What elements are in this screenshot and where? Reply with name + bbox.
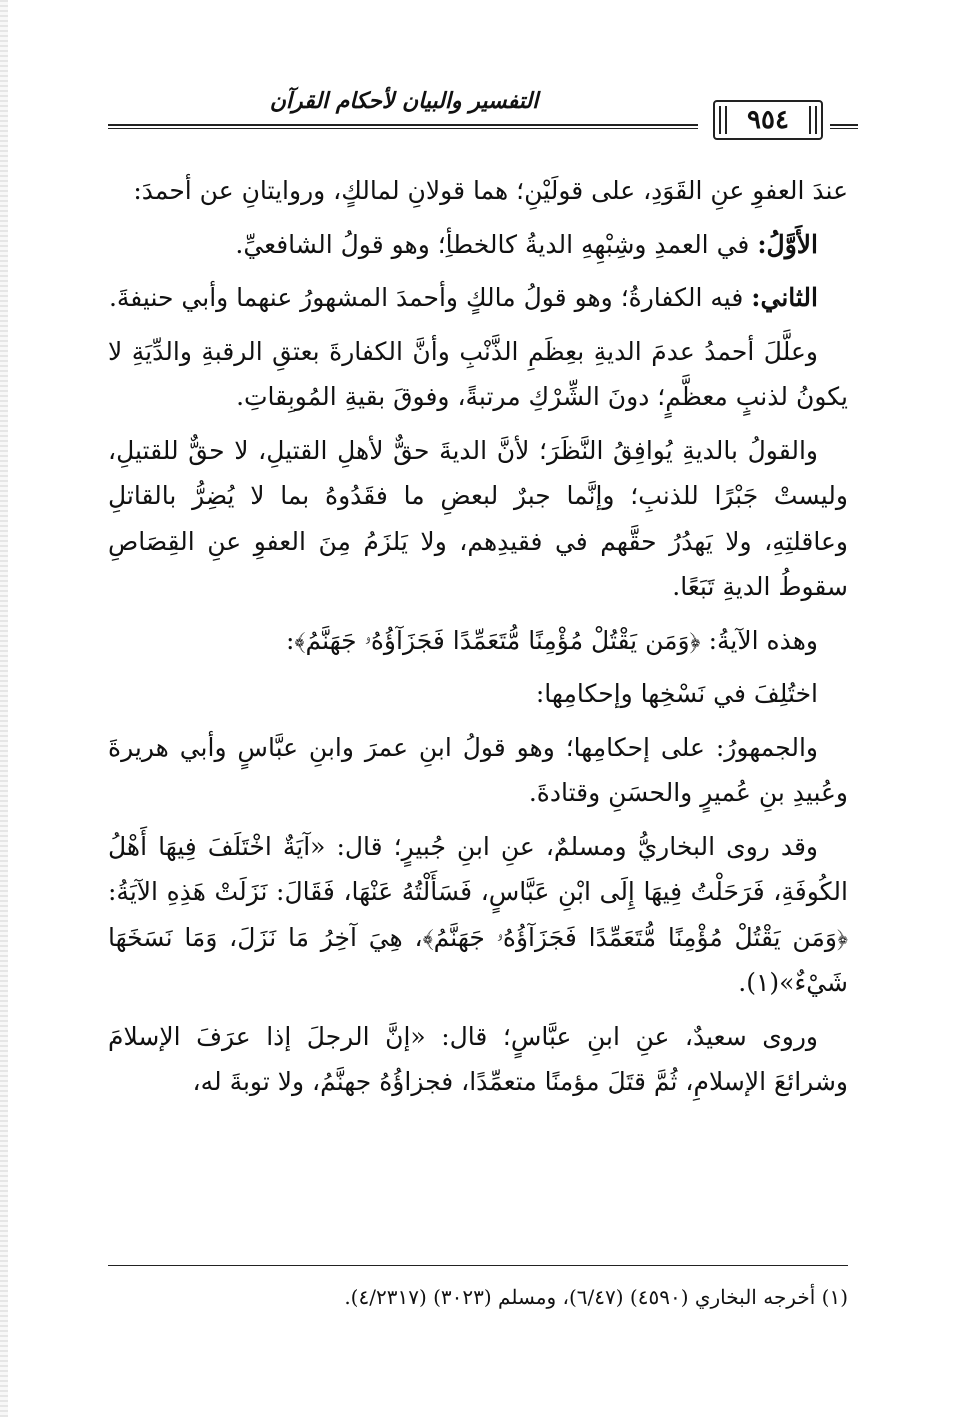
paragraph: اختُلِفَ في نَسْخِها وإحكامِها:	[535, 679, 818, 708]
paragraph: عندَ العفوِ عنِ القَوَدِ، على قولَيْنِ؛ هما قولانِ لمالكٍ، وروايتانِ عن أحمدَ:	[133, 176, 848, 205]
footnote-divider	[108, 1265, 848, 1266]
scan-edge	[0, 0, 8, 1417]
paragraph: وروى سعيدٌ، عنِ ابنِ عبَّاسٍ؛ قال: «إنَّ الرجلَ إذا عرَفَ الإسلامَ وشرائعَ الإسلامِ، ثُمَّ قتَلَ مؤمنًا متعمِّدًا، فجزاؤُهُ جهنَّمُ، ولا توبةَ له،	[108, 1021, 848, 1096]
paragraph: والجمهورُ: على إحكامِها؛ وهو قولُ ابنِ عمرَ وابنِ عبَّاسٍ وأبي هريرةَ وعُبيدِ بنِ عُميرٍ والحسَنِ وقتادةَ.	[108, 732, 848, 807]
paragraph: وقد روى البخاريُّ ومسلمٌ، عنِ ابنِ جُبيرٍ؛ قال: «آيَةٌ اخْتَلَفَ فِيهَا أَهْلُ الكُوفَةِ، فَرَحَلْتُ فِيهَا إِلَى ابْنِ عَبَّاسٍ، فَسَأَلْتُهُ عَنْهَا، فَقَالَ: نَزَلَتْ هَذِهِ الآيَةُ: ﴿وَمَن يَقْتُلْ مُؤْمِنًا مُّتَعَمِّدًا فَجَزَآؤُهُۥ جَهَنَّمُ﴾، هِيَ آخِرُ مَا نَزَلَ، وَمَا نَسَخَهَا شَيْءٌ»(١).	[108, 831, 848, 997]
page-header	[108, 88, 858, 148]
paragraph-lead: الثاني:	[751, 283, 818, 312]
page-number: ٩٥٤	[713, 100, 823, 140]
header-rule	[108, 124, 698, 126]
paragraph: والقولُ بالديةِ يُوافِقُ النَّظَرَ؛ لأنَّ الديةَ حقٌّ لأهلِ القتيلِ، لا حقٌّ للقتيلِ، وليستْ جَبْرًا للذنبِ؛ وإنَّما جبرٌ لبعضِ ما فقَدُوهُ بما لا يُضِرُّ بالقاتلِ وعاقلتِهِ، ولا يَهدُرُ حقَّهم في فقيدِهم، ولا يَلزَمُ مِنَ العفوِ عنِ القِصَاصِ سقوطُ الديةِ تَبَعًا.	[108, 435, 848, 601]
header-rule	[830, 128, 858, 129]
header-rule	[108, 128, 698, 129]
footnote: (١) أخرجه البخاري (٤٥٩٠) (٦/٤٧)، ومسلم (٣٠٢٣) (٤/٢٣١٧).	[344, 1285, 848, 1309]
paragraph: الأَوَّلُ: في العمدِ وشِبْهِهِ الديةُ كالخطأِ؛ وهو قولُ الشافعيِّ.	[235, 229, 818, 259]
paragraph: الثاني: فيه الكفارةُ؛ وهو قولُ مالكٍ وأحمدَ المشهورُ عنهما وأبي حنيفةَ.	[108, 283, 818, 312]
paragraph: وهذه الآيةُ: ﴿وَمَن يَقْتُلْ مُؤْمِنًا مُّتَعَمِّدًا فَجَزَآؤُهُۥ جَهَنَّمُ﴾:	[285, 625, 818, 655]
running-title: التفسير والبيان لأحكام القرآن	[269, 88, 539, 114]
paragraph: وعلَّلَ أحمدُ عدمَ الديةِ بعِظَمِ الذَّنْبِ وأنَّ الكفارةَ بعتقِ الرقبةِ والدِّيَةِ لا يكونُ لذنبٍ معظَّمٍ؛ دونَ الشِّرْكِ مرتبةً، وفوقَ بقيةِ المُوبِقاتِ.	[108, 336, 848, 411]
paragraph-lead: الأَوَّلُ:	[757, 229, 818, 259]
header-rule	[830, 124, 858, 126]
main-text	[108, 168, 848, 1113]
